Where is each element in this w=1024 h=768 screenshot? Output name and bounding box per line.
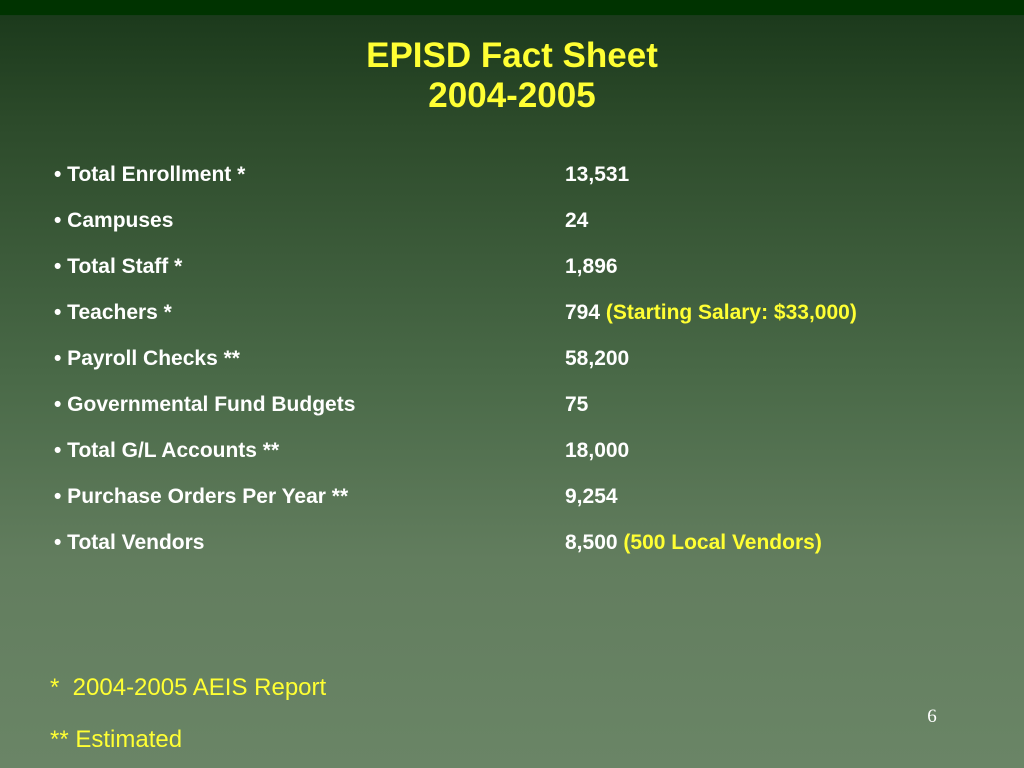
- fact-row-total-gl-accounts: [54, 436, 1004, 482]
- slide-title: [0, 36, 1024, 116]
- fact-label: • Purchase Orders Per Year **: [54, 485, 349, 508]
- fact-label: • Total Vendors: [54, 531, 205, 554]
- title-line-1: EPISD Fact Sheet: [366, 36, 658, 75]
- fact-value: [565, 436, 629, 466]
- fact-row-purchase-orders: [54, 482, 1004, 528]
- footnote-aeis-report: * 2004-2005 AEIS Report: [50, 674, 327, 701]
- page-number: 6: [927, 706, 937, 727]
- fact-row-total-staff: [54, 252, 1004, 298]
- fact-row-teachers: [54, 298, 1004, 344]
- fact-number: 1,896: [565, 255, 618, 278]
- fact-number: 18,000: [565, 439, 630, 462]
- fact-row-campuses: [54, 206, 1004, 252]
- fact-row-total-vendors: [54, 528, 1004, 574]
- fact-note: (Starting Salary: $33,000): [605, 301, 857, 324]
- title-line-2: 2004-2005: [428, 76, 596, 115]
- fact-number: 9,254: [565, 485, 618, 508]
- fact-value: [565, 206, 588, 236]
- fact-row-payroll-checks: [54, 344, 1004, 390]
- fact-value: [565, 252, 618, 282]
- fact-number: 24: [565, 209, 589, 232]
- fact-label: • Campuses: [54, 209, 174, 232]
- footnote-estimated: ** Estimated: [50, 726, 183, 753]
- fact-label: • Governmental Fund Budgets: [54, 393, 356, 416]
- fact-label: • Payroll Checks **: [54, 347, 240, 370]
- fact-value: [565, 528, 822, 558]
- fact-value: [565, 344, 629, 374]
- fact-number: 13,531: [565, 163, 630, 186]
- fact-label: • Total G/L Accounts **: [54, 439, 280, 462]
- fact-number: 75: [565, 393, 589, 416]
- fact-label: • Total Staff *: [54, 255, 183, 278]
- fact-value: [565, 298, 857, 328]
- fact-row-governmental-fund-budgets: [54, 390, 1004, 436]
- fact-value: [565, 160, 629, 190]
- fact-list: [54, 160, 1004, 574]
- fact-number: 794: [565, 301, 601, 324]
- fact-number: 58,200: [565, 347, 630, 370]
- fact-row-total-enrollment: [54, 160, 1004, 206]
- fact-label: • Total Enrollment *: [54, 163, 246, 186]
- top-bar: [0, 0, 1024, 15]
- fact-value: [565, 390, 588, 420]
- fact-note: (500 Local Vendors): [623, 531, 822, 554]
- fact-number: 8,500: [565, 531, 618, 554]
- fact-label: • Teachers *: [54, 301, 172, 324]
- fact-value: [565, 482, 618, 512]
